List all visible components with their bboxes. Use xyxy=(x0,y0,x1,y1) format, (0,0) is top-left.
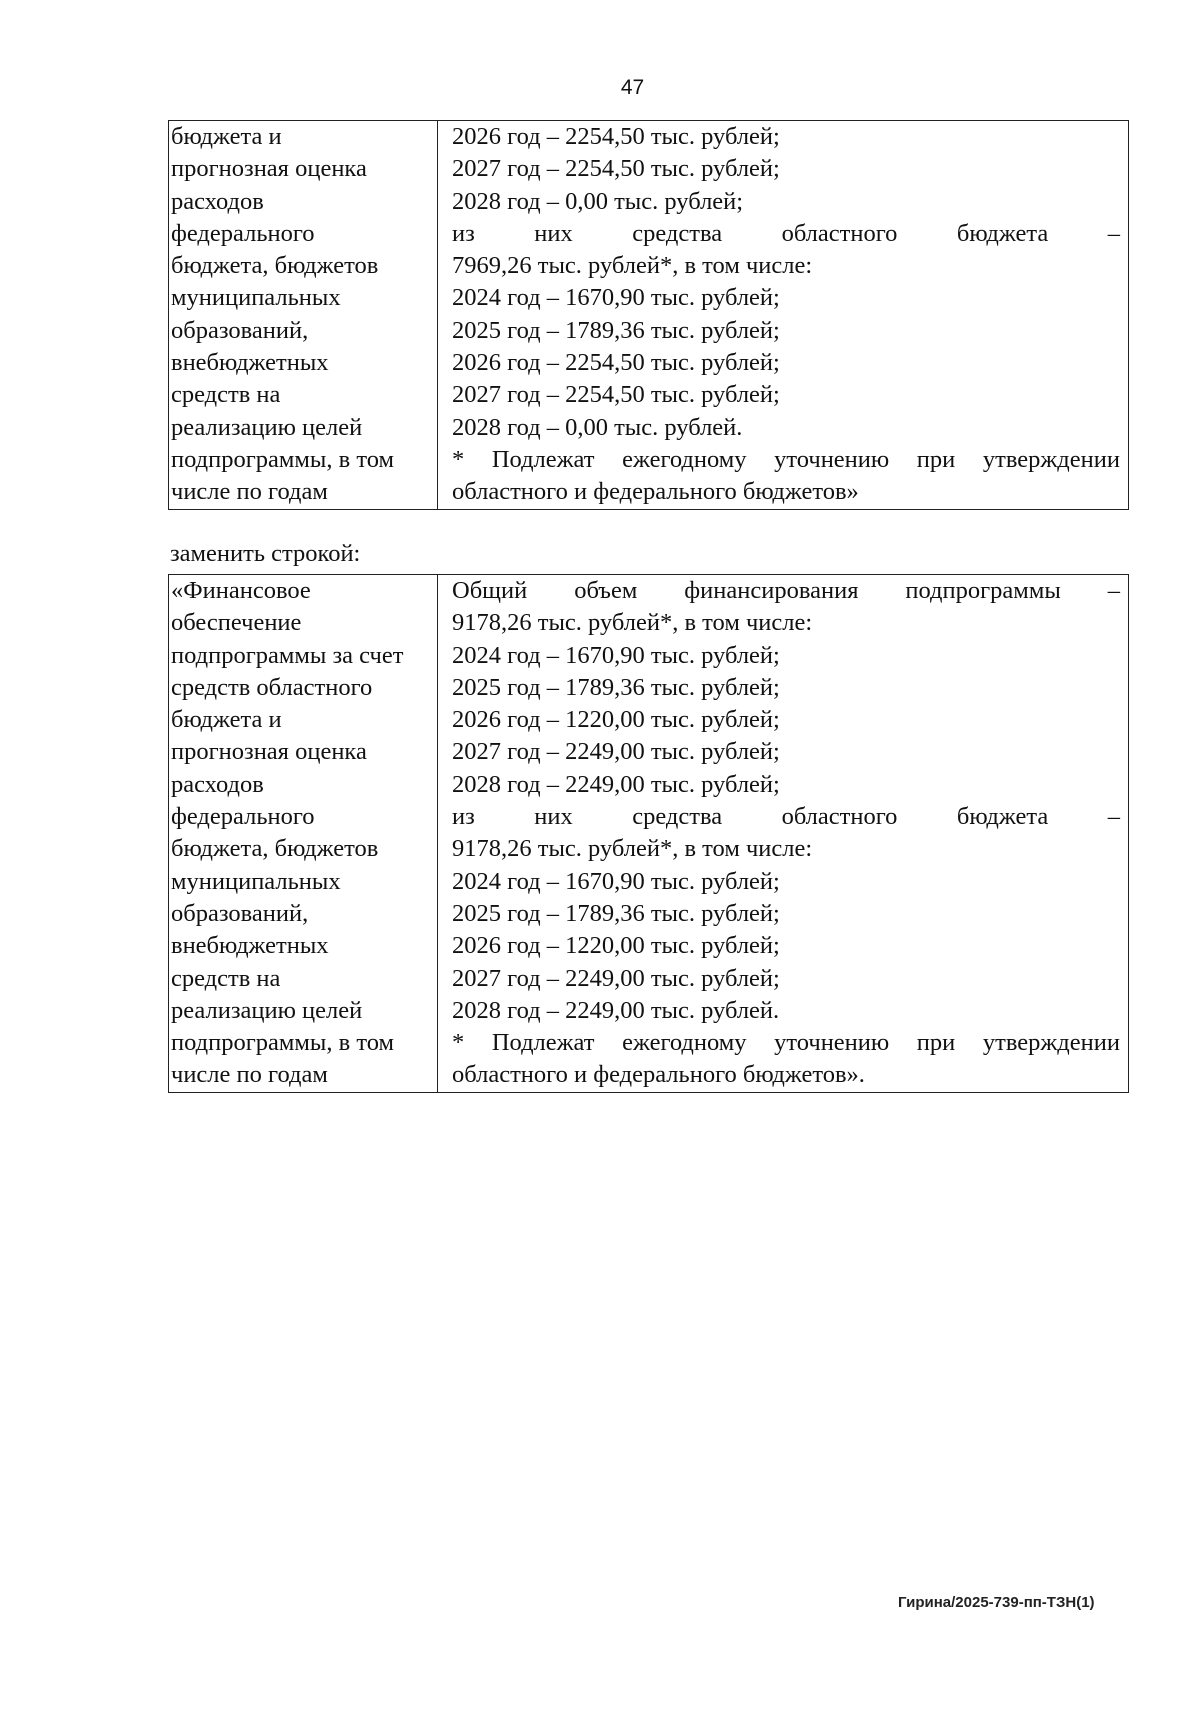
word: областного xyxy=(781,803,898,831)
label-line: федерального xyxy=(171,219,315,247)
word: Общий xyxy=(452,577,528,604)
justified-line xyxy=(452,444,1120,476)
label-line: средств на xyxy=(171,964,281,992)
budget-table-new xyxy=(168,574,1129,1093)
budget-table-old xyxy=(168,120,1129,510)
word: из xyxy=(452,803,475,831)
label-line: средств на xyxy=(171,381,281,409)
label-line: расходов xyxy=(171,187,264,215)
replace-caption: заменить строкой: xyxy=(170,540,361,567)
word: ежегодному xyxy=(622,1029,747,1057)
value-line: 2028 год – 0,00 тыс. рублей; xyxy=(452,187,744,215)
word: объем xyxy=(574,577,638,604)
word: утверждении xyxy=(982,445,1120,473)
justified-line xyxy=(452,1027,1120,1059)
label-line: внебюджетных xyxy=(171,349,329,377)
value-line xyxy=(438,1027,1128,1059)
label-line: реализацию целей xyxy=(171,996,363,1024)
word: средства xyxy=(632,803,723,831)
value-line: 2024 год – 1670,90 тыс. рублей; xyxy=(452,867,780,895)
label-line: подпрограммы за счет xyxy=(171,641,404,669)
label-line: прогнозная оценка xyxy=(171,155,367,183)
value-line: 2027 год – 2254,50 тыс. рублей; xyxy=(452,155,780,183)
page-number: 47 xyxy=(620,76,645,99)
value-cell xyxy=(438,575,1129,1093)
label-line: образований, xyxy=(171,899,309,927)
table-row xyxy=(169,575,1129,1093)
word: них xyxy=(534,803,573,831)
word: Подлежат xyxy=(491,1029,595,1057)
label-line: «Финансовое xyxy=(171,577,311,604)
word: при xyxy=(916,445,956,473)
table-row xyxy=(169,121,1129,510)
label-line: бюджета и xyxy=(171,123,282,150)
justified-line xyxy=(452,575,1120,607)
value-line: 2026 год – 2254,50 тыс. рублей; xyxy=(452,123,780,150)
word: * xyxy=(452,1029,465,1057)
value-line xyxy=(438,801,1128,833)
value-line: 2027 год – 2249,00 тыс. рублей; xyxy=(452,738,780,766)
label-cell xyxy=(169,575,438,1093)
value-line: 7969,26 тыс. рублей*, в том числе: xyxy=(452,252,813,280)
value-line: областного и федерального бюджетов» xyxy=(452,478,859,506)
label-line: подпрограммы, в том xyxy=(171,445,394,473)
value-line: 2024 год – 1670,90 тыс. рублей; xyxy=(452,641,780,669)
word: областного xyxy=(781,219,898,247)
value-line: 2027 год – 2249,00 тыс. рублей; xyxy=(452,964,780,992)
label-line: муниципальных xyxy=(171,867,341,895)
value-cell xyxy=(438,121,1129,510)
word: утверждении xyxy=(982,1029,1120,1057)
label-line: числе по годам xyxy=(171,1061,328,1089)
value-line: 2025 год – 1789,36 тыс. рублей; xyxy=(452,899,780,927)
word: из xyxy=(452,219,475,247)
word: Подлежат xyxy=(491,445,595,473)
value-line: 2026 год – 1220,00 тыс. рублей; xyxy=(452,706,780,734)
label-line: внебюджетных xyxy=(171,932,329,960)
value-line: 9178,26 тыс. рублей*, в том числе: xyxy=(452,835,813,863)
word: уточнению xyxy=(774,1029,890,1057)
word: – xyxy=(1107,577,1120,604)
justified-line xyxy=(452,801,1120,833)
word: подпрограммы xyxy=(905,577,1061,604)
word: бюджета xyxy=(956,803,1049,831)
label-line: бюджета, бюджетов xyxy=(171,835,379,863)
value-line: 2027 год – 2254,50 тыс. рублей; xyxy=(452,381,780,409)
label-line: бюджета, бюджетов xyxy=(171,252,379,280)
word: бюджета xyxy=(956,219,1049,247)
word: – xyxy=(1107,803,1120,831)
justified-line xyxy=(452,218,1120,250)
label-line: средств областного xyxy=(171,673,373,701)
word: них xyxy=(534,219,573,247)
label-line: расходов xyxy=(171,770,264,798)
word: – xyxy=(1107,219,1120,247)
word: уточнению xyxy=(774,445,890,473)
word: * xyxy=(452,445,465,473)
label-line: реализацию целей xyxy=(171,413,363,441)
label-line: образований, xyxy=(171,316,309,344)
value-line xyxy=(438,218,1128,250)
value-line: 2028 год – 2249,00 тыс. рублей. xyxy=(452,996,780,1024)
word: финансирования xyxy=(684,577,859,604)
label-line: федерального xyxy=(171,803,315,831)
label-line: обеспечение xyxy=(171,609,302,637)
label-line: бюджета и xyxy=(171,706,282,734)
label-line: подпрограммы, в том xyxy=(171,1029,394,1057)
value-line: областного и федерального бюджетов». xyxy=(452,1061,865,1089)
label-line: муниципальных xyxy=(171,284,341,312)
label-line: числе по годам xyxy=(171,478,328,506)
value-line xyxy=(438,575,1128,607)
value-line: 2028 год – 2249,00 тыс. рублей; xyxy=(452,770,780,798)
value-line: 2025 год – 1789,36 тыс. рублей; xyxy=(452,316,780,344)
value-line: 2026 год – 2254,50 тыс. рублей; xyxy=(452,349,780,377)
document-code: Гирина/2025-739-пп-ТЗН(1) xyxy=(898,1594,1095,1611)
value-line: 2024 год – 1670,90 тыс. рублей; xyxy=(452,284,780,312)
word: ежегодному xyxy=(622,445,747,473)
word: средства xyxy=(632,219,723,247)
value-line: 2025 год – 1789,36 тыс. рублей; xyxy=(452,673,780,701)
value-line: 2026 год – 1220,00 тыс. рублей; xyxy=(452,932,780,960)
value-line: 2028 год – 0,00 тыс. рублей. xyxy=(452,413,743,441)
value-line: 9178,26 тыс. рублей*, в том числе: xyxy=(452,609,813,637)
value-line xyxy=(438,444,1128,476)
label-cell xyxy=(169,121,438,510)
word: при xyxy=(916,1029,956,1057)
label-line: прогнозная оценка xyxy=(171,738,367,766)
